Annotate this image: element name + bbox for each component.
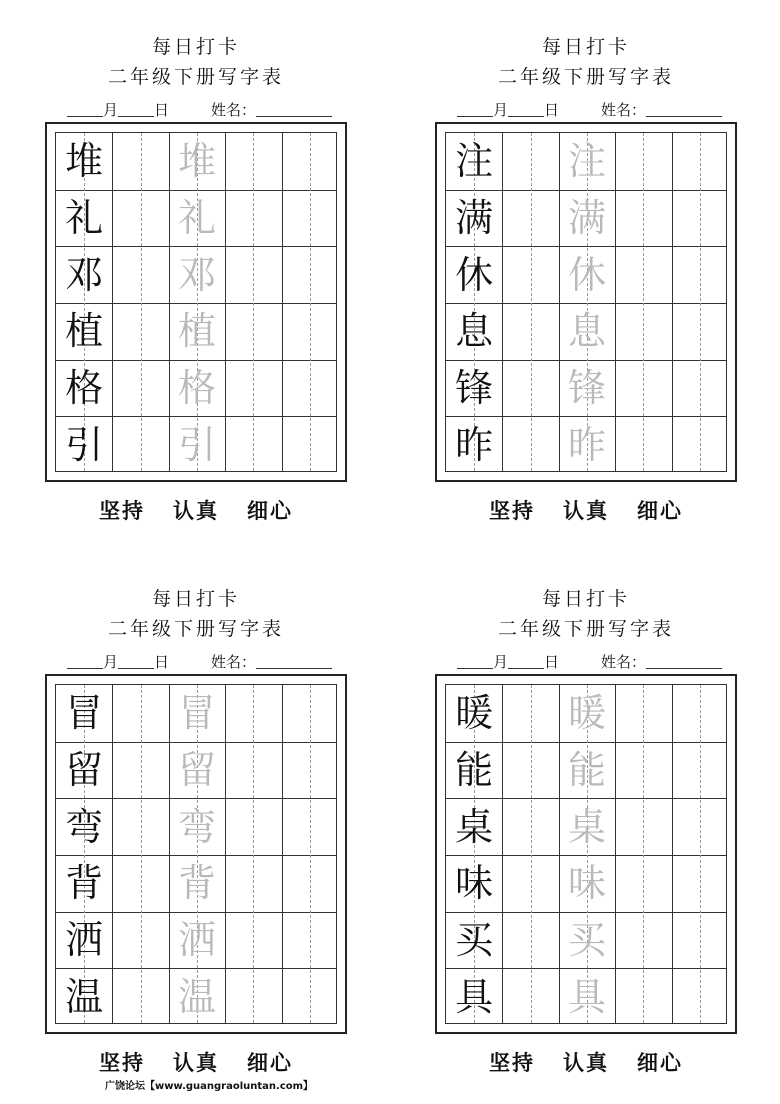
practice-cell[interactable] (502, 912, 558, 969)
model-character: 买 (455, 918, 494, 962)
worksheet-4 (435, 552, 755, 1075)
practice-cell[interactable] (112, 968, 168, 1025)
practice-cell[interactable] (615, 246, 671, 303)
model-character: 味 (455, 861, 494, 906)
model-character: 邓 (65, 252, 104, 297)
name-label: 姓名： (211, 101, 257, 119)
model-character: 温 (65, 974, 104, 1019)
motto (45, 495, 347, 525)
model-character: 弯 (65, 804, 104, 849)
month-blank[interactable] (67, 102, 103, 117)
sheet-subtitle: 二年级下册写字表 (497, 66, 674, 88)
practice-cell[interactable] (672, 416, 728, 473)
writing-grid (55, 132, 337, 472)
practice-cell[interactable] (502, 190, 558, 247)
month-blank[interactable] (457, 102, 493, 117)
motto-word: 认真 (563, 1050, 609, 1075)
month-label: 月 (103, 101, 119, 119)
date-name-line (67, 651, 357, 672)
practice-cell[interactable] (225, 133, 281, 190)
practice-cell[interactable] (502, 133, 558, 190)
trace-character: 温 (177, 974, 216, 1019)
practice-cell[interactable] (112, 303, 168, 360)
trace-character: 味 (567, 861, 606, 906)
trace-character: 引 (177, 422, 216, 467)
practice-cell[interactable] (112, 133, 168, 190)
model-character: 背 (65, 861, 104, 906)
writing-grid (445, 132, 727, 472)
name-blank[interactable] (256, 102, 332, 117)
practice-cell[interactable] (672, 855, 728, 912)
model-character: 暖 (455, 691, 494, 736)
day-blank[interactable] (118, 102, 154, 117)
motto-word: 坚持 (489, 1050, 535, 1075)
day-label: 日 (154, 653, 170, 671)
practice-cell[interactable] (112, 742, 168, 799)
practice-cell[interactable] (615, 685, 671, 742)
month-label: 月 (493, 653, 509, 671)
practice-cell[interactable] (502, 968, 558, 1025)
month-blank[interactable] (457, 654, 493, 669)
practice-cell[interactable] (225, 685, 281, 742)
practice-cell[interactable] (225, 190, 281, 247)
model-character: 洒 (65, 918, 104, 962)
practice-cell[interactable] (672, 133, 728, 190)
practice-cell[interactable] (502, 855, 558, 912)
trace-character: 昨 (567, 422, 606, 467)
practice-cell[interactable] (225, 798, 281, 855)
practice-cell[interactable] (672, 798, 728, 855)
practice-cell[interactable] (672, 246, 728, 303)
date-name-line (457, 99, 747, 120)
practice-cell[interactable] (615, 360, 671, 417)
model-character: 具 (455, 974, 494, 1019)
trace-character: 满 (567, 196, 606, 240)
practice-cell[interactable] (282, 685, 338, 742)
practice-cell[interactable] (112, 190, 168, 247)
motto (435, 1047, 737, 1077)
model-character: 冒 (65, 691, 104, 736)
worksheet-3 (45, 552, 365, 1075)
name-blank[interactable] (646, 102, 722, 117)
trace-character: 休 (567, 252, 606, 297)
practice-cell[interactable] (615, 912, 671, 969)
month-label: 月 (493, 101, 509, 119)
name-label: 姓名： (601, 101, 647, 119)
practice-cell[interactable] (225, 416, 281, 473)
practice-cell[interactable] (502, 742, 558, 799)
trace-character: 息 (567, 309, 606, 354)
practice-cell[interactable] (225, 742, 281, 799)
practice-cell[interactable] (225, 855, 281, 912)
trace-character: 植 (177, 309, 216, 354)
practice-cell[interactable] (502, 798, 558, 855)
date-name-line (67, 99, 357, 120)
practice-cell[interactable] (225, 246, 281, 303)
trace-character: 格 (177, 366, 216, 410)
practice-cell[interactable] (282, 798, 338, 855)
sheet-subtitle: 二年级下册写字表 (107, 66, 284, 88)
practice-cell[interactable] (282, 912, 338, 969)
practice-cell[interactable] (615, 190, 671, 247)
sheet-title: 每日打卡 (151, 588, 240, 610)
writing-grid (55, 684, 337, 1024)
trace-character: 注 (567, 139, 606, 184)
practice-cell[interactable] (615, 798, 671, 855)
day-blank[interactable] (118, 654, 154, 669)
motto-word: 细心 (247, 1050, 293, 1075)
trace-character: 桌 (567, 804, 606, 849)
motto-word: 认真 (563, 498, 609, 523)
name-label: 姓名： (211, 653, 257, 671)
sheet-title: 每日打卡 (541, 588, 630, 610)
model-character: 植 (65, 309, 104, 354)
month-blank[interactable] (67, 654, 103, 669)
writing-grid-frame (435, 674, 737, 1034)
motto-word: 细心 (247, 498, 293, 523)
name-label: 姓名： (601, 653, 647, 671)
motto-word: 坚持 (99, 498, 145, 523)
model-character: 礼 (65, 196, 104, 240)
model-character: 堆 (65, 139, 104, 184)
trace-character: 能 (567, 748, 606, 792)
practice-cell[interactable] (615, 416, 671, 473)
motto (45, 1047, 347, 1077)
model-character: 息 (455, 309, 494, 354)
sheet-title: 每日打卡 (541, 36, 630, 58)
practice-cell[interactable] (672, 912, 728, 969)
model-character: 满 (455, 196, 494, 240)
practice-cell[interactable] (112, 798, 168, 855)
trace-character: 礼 (177, 196, 216, 240)
motto-word: 细心 (637, 498, 683, 523)
practice-cell[interactable] (225, 360, 281, 417)
trace-character: 锋 (567, 366, 606, 410)
practice-cell[interactable] (112, 685, 168, 742)
practice-cell[interactable] (112, 360, 168, 417)
practice-cell[interactable] (502, 246, 558, 303)
writing-grid (445, 684, 727, 1024)
model-character: 格 (65, 366, 104, 410)
date-name-line (457, 651, 747, 672)
writing-grid-frame (45, 674, 347, 1034)
month-label: 月 (103, 653, 119, 671)
writing-grid-frame (45, 122, 347, 482)
sheet-subtitle: 二年级下册写字表 (497, 618, 674, 640)
practice-cell[interactable] (112, 416, 168, 473)
practice-cell[interactable] (502, 303, 558, 360)
practice-cell[interactable] (112, 912, 168, 969)
model-character: 引 (65, 422, 104, 467)
worksheet-1 (45, 0, 365, 523)
practice-cell[interactable] (282, 855, 338, 912)
model-character: 桌 (455, 804, 494, 849)
practice-cell[interactable] (615, 855, 671, 912)
motto-word: 认真 (173, 1050, 219, 1075)
trace-character: 买 (567, 918, 606, 962)
trace-character: 留 (177, 748, 216, 792)
day-label: 日 (154, 101, 170, 119)
name-blank[interactable] (646, 654, 722, 669)
practice-cell[interactable] (112, 855, 168, 912)
footer-watermark: 广饶论坛【www.guangraoluntan.com】 (105, 1081, 314, 1092)
practice-cell[interactable] (225, 303, 281, 360)
trace-character: 洒 (177, 918, 216, 962)
practice-cell[interactable] (282, 246, 338, 303)
motto-word: 坚持 (99, 1050, 145, 1075)
trace-character: 弯 (177, 804, 216, 849)
model-character: 留 (65, 748, 104, 792)
practice-cell[interactable] (672, 360, 728, 417)
day-label: 日 (544, 653, 560, 671)
motto (435, 495, 737, 525)
sheet-subtitle: 二年级下册写字表 (107, 618, 284, 640)
practice-cell[interactable] (282, 133, 338, 190)
sheet-title: 每日打卡 (151, 36, 240, 58)
model-character: 能 (455, 748, 494, 792)
practice-cell[interactable] (282, 303, 338, 360)
motto-word: 认真 (173, 498, 219, 523)
model-character: 注 (455, 139, 494, 184)
trace-character: 邓 (177, 252, 216, 297)
day-blank[interactable] (508, 102, 544, 117)
writing-grid-frame (435, 122, 737, 482)
practice-cell[interactable] (615, 742, 671, 799)
practice-cell[interactable] (672, 968, 728, 1025)
practice-cell[interactable] (615, 303, 671, 360)
model-character: 休 (455, 252, 494, 297)
motto-word: 细心 (637, 1050, 683, 1075)
practice-cell[interactable] (282, 190, 338, 247)
day-label: 日 (544, 101, 560, 119)
practice-cell[interactable] (502, 360, 558, 417)
practice-cell[interactable] (502, 685, 558, 742)
practice-cell[interactable] (672, 685, 728, 742)
day-blank[interactable] (508, 654, 544, 669)
practice-cell[interactable] (502, 416, 558, 473)
practice-cell[interactable] (282, 360, 338, 417)
practice-cell[interactable] (672, 742, 728, 799)
practice-cell[interactable] (112, 246, 168, 303)
model-character: 锋 (455, 366, 494, 410)
practice-cell[interactable] (282, 742, 338, 799)
worksheet-2 (435, 0, 755, 523)
practice-cell[interactable] (672, 303, 728, 360)
practice-cell[interactable] (282, 416, 338, 473)
trace-character: 冒 (177, 691, 216, 736)
trace-character: 背 (177, 861, 216, 906)
trace-character: 暖 (567, 691, 606, 736)
model-character: 昨 (455, 422, 494, 467)
practice-cell[interactable] (615, 968, 671, 1025)
practice-cell[interactable] (225, 968, 281, 1025)
practice-cell[interactable] (225, 912, 281, 969)
trace-character: 堆 (177, 139, 216, 184)
practice-cell[interactable] (672, 190, 728, 247)
practice-cell[interactable] (615, 133, 671, 190)
practice-cell[interactable] (282, 968, 338, 1025)
motto-word: 坚持 (489, 498, 535, 523)
trace-character: 具 (567, 974, 606, 1019)
name-blank[interactable] (256, 654, 332, 669)
